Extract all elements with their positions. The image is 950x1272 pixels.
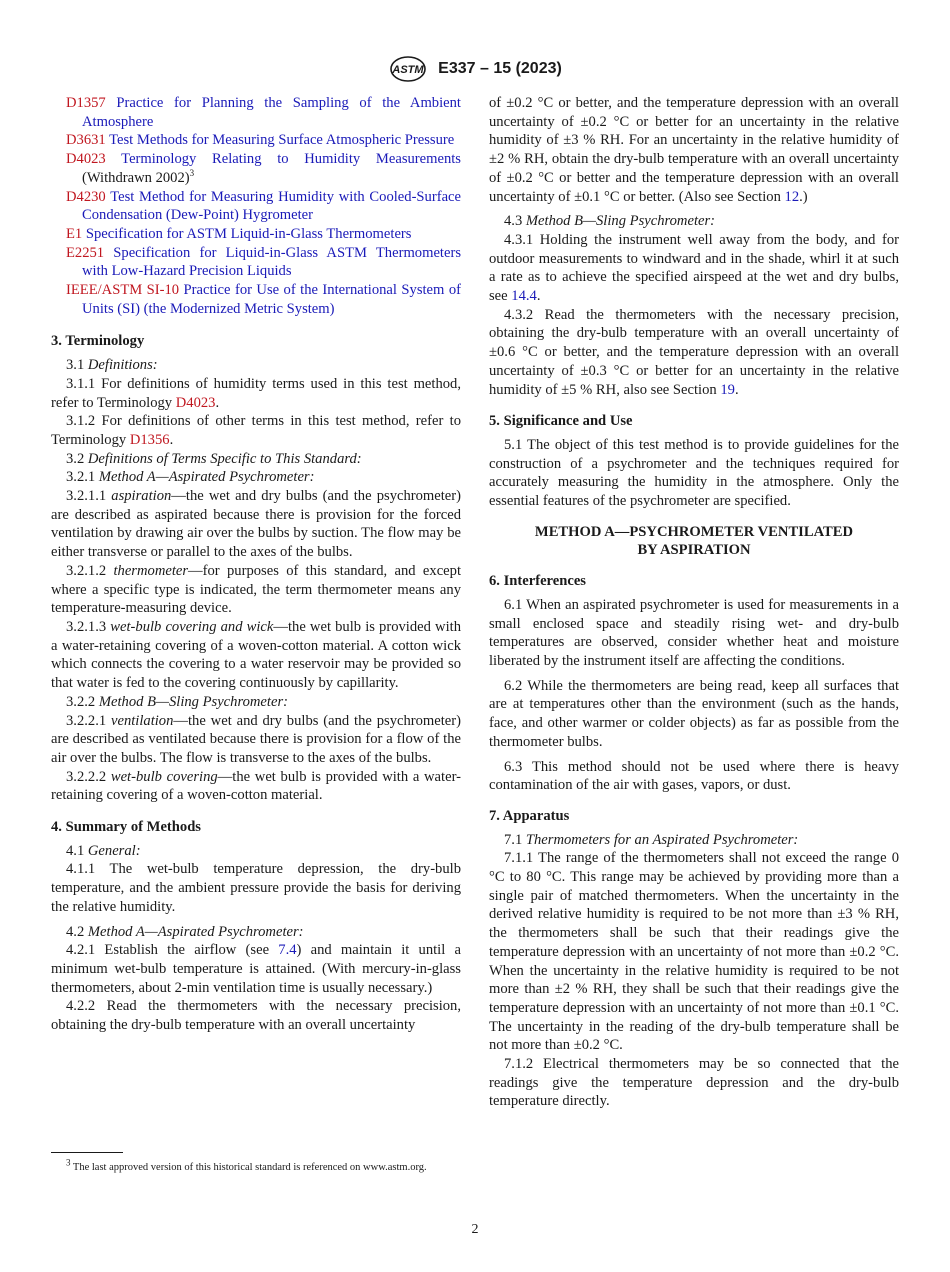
paragraph: 4.3.2 Read the thermometers with the necessary precision, obtaining the dry-bulb temperature with an overall uncertainty of ±0.6 °C or better, and the temperature depression with an overall uncertainty of ±0.3 °C or better for an uncertainty in the relative humidity of ±5 % RH, also see Section 19. (489, 306, 899, 398)
paragraph: 7.1.1 The range of the thermometers shall not exceed the range 0 °C to 80 °C. This range may be achieved by providing more than a single pair of matched thermometers. When the uncertainty in the derived relative humidity is required to be not more than ±3 % RH, the thermometers shall be such that their readings give the temperature depression with an uncertainty of not more than ±0.2 °C. When the uncertainty in the relative humidity is required to be not more than ±2 % RH, they shall be such that their readings give the temperature depression with an uncertainty of not more than ±0.1 °C. The uncertainty in the reading of the dry-bulb temperature shall be not more than ±0.2 °C. (489, 850, 899, 1054)
paragraph: 6.1 When an aspirated psychrometer is used for measurements in a small enclosed space and steadily rising wet- and dry-bulb temperatures are observed, consider whether heat and moisture liberated by the instrument itself are affecting the conditions. (489, 596, 899, 669)
section-heading: 3. Terminology (51, 333, 145, 350)
svg-text:ASTM: ASTM (392, 64, 424, 76)
document-designation: E337 – 15 (2023) (438, 60, 562, 77)
paragraph: 3.1.1 For definitions of humidity terms used in this test method, refer to Terminology D4023. (51, 375, 461, 411)
reference-item (51, 188, 461, 225)
paragraph: 6.3 This method should not be used where there is heavy contamination of the air with gases, vapors, or dust. (489, 758, 899, 794)
reference-item (51, 94, 461, 131)
page-header (0, 56, 950, 84)
withdrawn-note: (Withdrawn 2002) (82, 169, 190, 186)
reference-code-link[interactable]: E1 (66, 225, 83, 242)
paragraph: 3.1 Definitions: (66, 357, 158, 374)
paragraph: 3.1.2 For definitions of other terms in this test method, refer to Terminology D1356. (51, 413, 461, 448)
paragraph: 4.2 Method A—Aspirated Psychrometer: (66, 923, 304, 940)
reference-code-link[interactable]: D1357 (66, 95, 106, 111)
paragraph: 7.1 Thermometers for an Aspirated Psychrometer: (504, 831, 799, 848)
reference-item (51, 131, 461, 150)
section-heading: 5. Significance and Use (489, 413, 633, 430)
section-link[interactable]: 14.4 (511, 288, 537, 305)
reference-title-link[interactable]: Test Method for Measuring Humidity with Cooled-Surface Condensation (Dew-Point) Hygrometer (82, 188, 461, 224)
paragraph: 3.2.1.2 thermometer—for purposes of this standard, and except where a specific type is indicated, the term thermometer means any temperature-measuring device. (51, 562, 461, 617)
footnote-marker: 3 (189, 167, 195, 178)
paragraph: 3.2 Definitions of Terms Specific to This Standard: (66, 450, 362, 467)
reference-code-link[interactable]: D4230 (66, 188, 106, 205)
reference-item (51, 244, 461, 281)
page-number: 2 (471, 1222, 479, 1237)
paragraph: 4.2.1 Establish the airflow (see 7.4) and maintain it until a minimum wet-bulb temperature is attained. (With mercury-in-glass thermometers, about 2-min ventilation time is usually necessary.) (51, 942, 461, 996)
section-heading: 6. Interferences (489, 573, 586, 590)
paragraph: 4.1.1 The wet-bulb temperature depression, the dry-bulb temperature, and the ambient pressure provide the basis for deriving the relative humidity. (51, 861, 461, 915)
paragraph: 7.1.2 Electrical thermometers may be so connected that the readings give the temperature depression and the dry-bulb temperature directly. (489, 1056, 899, 1110)
paragraph: 4.3.1 Holding the instrument well away from the body, and for outdoor measurements to windward and in the shade, whirl it at such a rate as to achieve the specified airspeed at the wet and dry bulbs, see 14.4. (489, 231, 899, 305)
paragraph: 3.2.2.1 ventilation—the wet and dry bulbs (and the psychrometer) are described as ventilated because there is provision for a flow of the air over the bulbs. The flow is transverse to the axes of the bulbs. (51, 712, 462, 766)
paragraph: 3.2.1.1 aspiration—the wet and dry bulbs (and the psychrometer) are described as aspirated because there is provision for the forced ventilation by drawing air over the bulbs by suction. The flow may be either transverse or parallel to the axes of the bulbs. (51, 488, 461, 561)
method-heading: METHOD A—PSYCHROMETER VENTILATED BY ASPIRATION (534, 523, 854, 559)
paragraph: 3.2.2 Method B—Sling Psychrometer: (66, 693, 288, 710)
reference-link[interactable]: D1356 (129, 431, 170, 448)
astm-logo-icon (388, 56, 428, 82)
footnote-divider (51, 1152, 123, 1153)
paragraph: 3.2.2.2 wet-bulb covering—the wet bulb is provided with a water-retaining covering of a woven-cotton material. (51, 768, 461, 804)
reference-code-link[interactable]: IEEE/ASTM SI-10 (66, 282, 180, 299)
paragraph: 4.2.2 Read the thermometers with the necessary precision, obtaining the dry-bulb temperature with an overall uncertainty (51, 998, 461, 1034)
paragraph: 4.3 Method B—Sling Psychrometer: (504, 213, 716, 230)
section-link[interactable]: 12 (784, 188, 800, 205)
section-link[interactable]: 19 (720, 381, 735, 398)
right-column (489, 94, 899, 1111)
paragraph: 5.1 The object of this test method is to provide guidelines for the construction of a psychrometer and the techniques required for accurately measuring the humidity in the atmosphere. Only the essential features of the psychrometer are specified. (489, 436, 899, 510)
paragraph: 6.2 While the thermometers are being read, keep all surfaces that are at temperatures other than the environment (such as the hands, face, and other warmer or colder objects) as far as possible from the thermometer bulbs. (489, 677, 899, 750)
reference-title-link[interactable]: Practice for Planning the Sampling of the Ambient Atmosphere (82, 95, 461, 130)
section-heading: 4. Summary of Methods (51, 819, 201, 836)
left-column (51, 94, 461, 1035)
reference-link[interactable]: D4023 (175, 394, 216, 411)
reference-item (51, 225, 461, 244)
paragraph: 4.1 General: (66, 842, 141, 859)
reference-item (51, 281, 461, 318)
paragraph: 3.2.1 Method A—Aspirated Psychrometer: (66, 469, 315, 486)
reference-title-link[interactable]: Specification for Liquid-in-Glass ASTM Thermometers with Low-Hazard Precision Liquids (82, 244, 461, 280)
paragraph: 3.2.1.3 wet-bulb covering and wick—the wet bulb is provided with a water-retaining covering of a woven-cotton material. A cotton wick which connects the covering to a water reservoir may be provided so that water is fed to the covering continuously by capillarity. (51, 618, 461, 692)
reference-code-link[interactable]: E2251 (66, 244, 105, 261)
paragraph-continued: of ±0.2 °C or better, and the temperature depression with an overall uncertainty of ±0.2 °C or better for an uncertainty in the relative humidity of ±3 % RH. For an uncertainty in the relative humidity of ±2 % RH, obtain the dry-bulb temperature with an overall uncertainty of ±0.2 °C or better and the temperature depression with an overall uncertainty of ±0.1 °C or better. (Also see Section 12.) (489, 95, 899, 205)
section-link[interactable]: 7.4 (278, 942, 297, 959)
section-heading: 7. Apparatus (489, 807, 570, 824)
reference-code-link[interactable]: D4023 (66, 151, 106, 168)
reference-title-link[interactable]: Specification for ASTM Liquid-in-Glass Thermometers (82, 225, 412, 242)
reference-item (51, 150, 461, 187)
reference-title-link[interactable]: Test Methods for Measuring Surface Atmospheric Pressure (105, 132, 455, 149)
reference-code-link[interactable]: D3631 (66, 132, 106, 149)
referenced-documents-list (51, 94, 461, 318)
footnote: $^3$ The last approved version of this historical standard is referenced on www.astm.org. (66, 1157, 427, 1173)
reference-title-link[interactable]: Terminology Relating to Humidity Measurements (105, 151, 461, 168)
reference-title-link[interactable]: Practice for Use of the International System of Units (SI) (the Modernized Metric System) (82, 282, 461, 317)
